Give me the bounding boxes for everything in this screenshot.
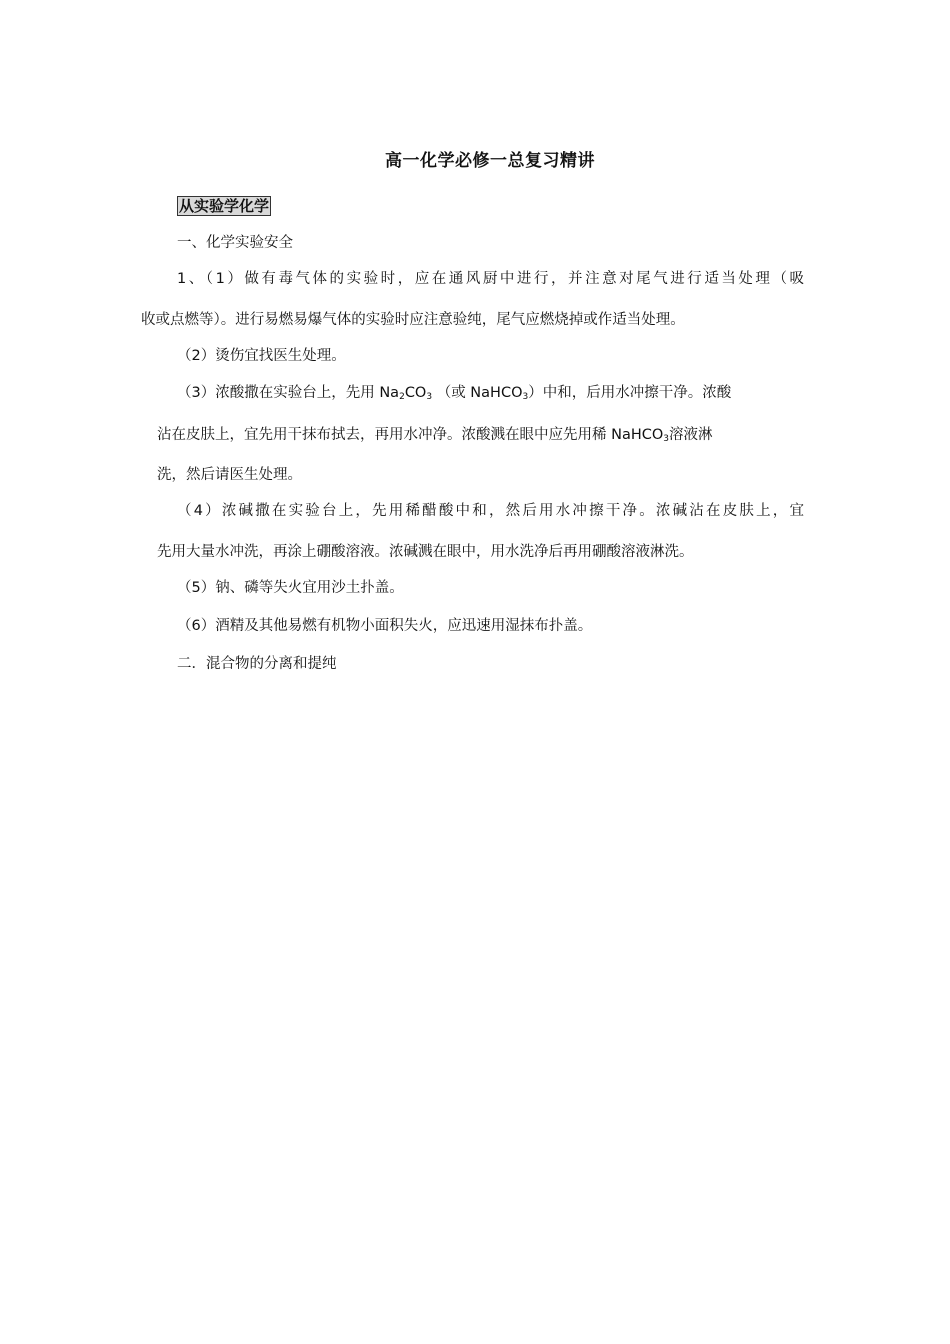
item6-line: （6）酒精及其他易燃有机物小面积失火，应迅速用湿抹布扑盖。: [177, 618, 593, 634]
part2-heading: 二．混合物的分离和提纯: [177, 656, 337, 672]
formula-subscript: 2: [399, 392, 405, 402]
formula-subscript: 3: [522, 392, 529, 402]
item3-line2: [157, 425, 713, 445]
formula-subscript: 3: [663, 434, 670, 444]
item3-line2-part-b: 溶液淋: [669, 427, 713, 443]
item1-line1: 1、（1）做有毒气体的实验时，应在通风厨中进行，并注意对尾气进行适当处理（吸: [177, 271, 804, 287]
section-heading: 从实验学化学: [179, 197, 270, 215]
item3-line1: [177, 383, 731, 403]
item4-line2: 先用大量水冲洗，再涂上硼酸溶液。浓碱溅在眼中，用水洗净后再用硼酸溶液淋洗。: [157, 544, 694, 560]
formula-subscript: 3: [426, 392, 433, 402]
part1-heading: 一、化学实验安全: [177, 235, 293, 251]
document-title: 高一化学必修一总复习精讲: [385, 151, 595, 171]
item3-line1-part-d: ）中和，后用水冲擦干净。浓酸: [528, 385, 732, 401]
item3-line3: 洗，然后请医生处理。: [157, 467, 302, 483]
item3-line2-part-a: 沾在皮肤上，宜先用干抹布拭去，再用水冲净。浓酸溅在眼中应先用稀 NaHCO: [157, 427, 664, 443]
item5-line: （5）钠、磷等失火宜用沙土扑盖。: [177, 580, 404, 596]
item3-line1-part-b: CO: [404, 385, 427, 401]
item2-line: （2）烫伤宜找医生处理。: [177, 348, 346, 364]
item3-line1-part-c: （或 NaHCO: [432, 385, 523, 401]
item4-line1: （4）浓碱撒在实验台上，先用稀醋酸中和，然后用水冲擦干净。浓碱沾在皮肤上，宜: [177, 503, 804, 519]
item1-line2: 收或点燃等）。进行易燃易爆气体的实验时应注意验纯，尾气应燃烧掉或作适当处理。: [141, 312, 685, 328]
item3-line1-part-a: （3）浓酸撒在实验台上，先用 Na: [177, 385, 400, 401]
